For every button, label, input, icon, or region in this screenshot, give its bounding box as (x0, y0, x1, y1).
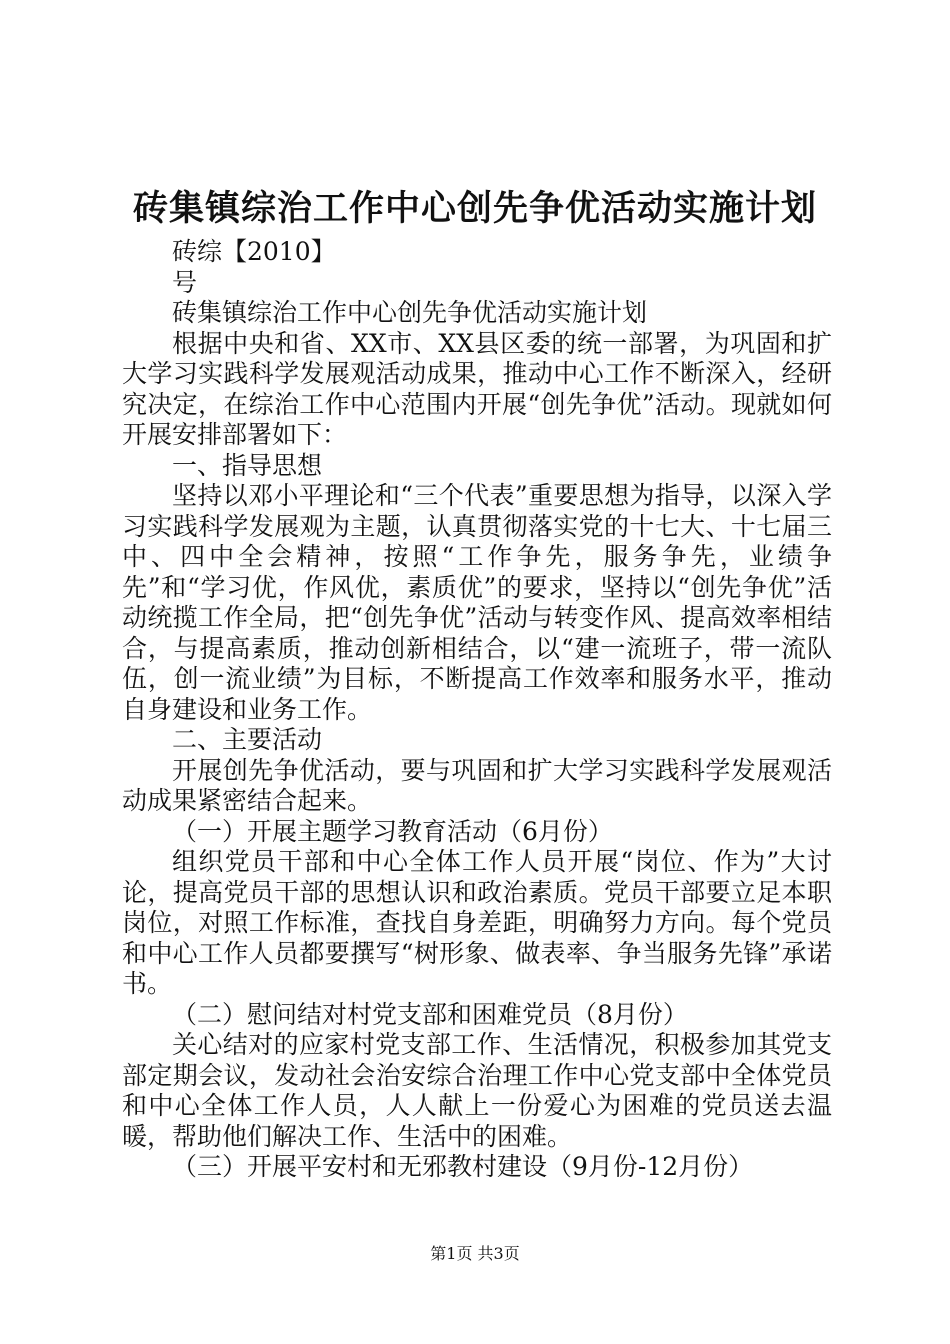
subsection-heading-2: （二）慰问结对村党支部和困难党员（8月份） (172, 999, 688, 1029)
document-number-suffix: 号 (172, 267, 198, 297)
page-footer: 第1页 共3页 (430, 1244, 520, 1263)
subsection-1-paragraph: 组织党员干部和中心全体工作人员开展“岗位、作为”大讨论，提高党员干部的思想认识和政治素质。党员干部要立足本职岗位，对照工作标准，查找自身差距，明确努力方向。每个党员和中心工作人员都要撰写“树形象、做表率、争当服务先锋”承诺书。 (122, 847, 832, 998)
intro-paragraph: 根据中央和省、XX市、XX县区委的统一部署，为巩固和扩大学习实践科学发展观活动成果，推动中心工作不断深入，经研究决定，在综治工作中心范围内开展“创先争优”活动。现就如何开展安排部署如下： (122, 328, 832, 449)
document-subtitle: 砖集镇综治工作中心创先争优活动实施计划 (172, 298, 648, 327)
main-activities-paragraph: 开展创先争优活动，要与巩固和扩大学习实践科学发展观活动成果紧密结合起来。 (122, 755, 832, 815)
section-heading-main-activities: 二、主要活动 (172, 725, 323, 754)
document-body (122, 237, 832, 1183)
subsection-heading-1: （一）开展主题学习教育活动（6月份） (172, 816, 613, 846)
document-title: 砖集镇综治工作中心创先争优活动实施计划 (132, 188, 817, 229)
document-number: 砖综【2010】 (172, 237, 336, 266)
subsection-heading-3: （三）开展平安村和无邪教村建设（9月份-12月份） (172, 1152, 754, 1181)
section-heading-guiding-thought: 一、指导思想 (172, 450, 323, 480)
guiding-thought-paragraph: 坚持以邓小平理论和“三个代表”重要思想为指导，以深入学习实践科学发展观为主题，认真贯彻落实党的十七大、十七届三中、四中全会精神，按照“工作争先，服务争先，业绩争先”和“学习优，作风优，素质优”的要求，坚持以“创先争优”活动统揽工作全局，把“创先争优”活动与转变作风、提高效率相结合，与提高素质，推动创新相结合，以“建一流班子，带一流队伍，创一流业绩”为目标，不断提高工作效率和服务水平，推动自身建设和业务工作。 (122, 481, 832, 724)
subsection-2-paragraph: 关心结对的应家村党支部工作、生活情况，积极参加其党支部定期会议，发动社会治安综合治理工作中心党支部中全体党员和中心全体工作人员，人人献上一份爱心为困难的党员送去温暖，帮助他们解决工作、生活中的困难。 (122, 1030, 832, 1151)
